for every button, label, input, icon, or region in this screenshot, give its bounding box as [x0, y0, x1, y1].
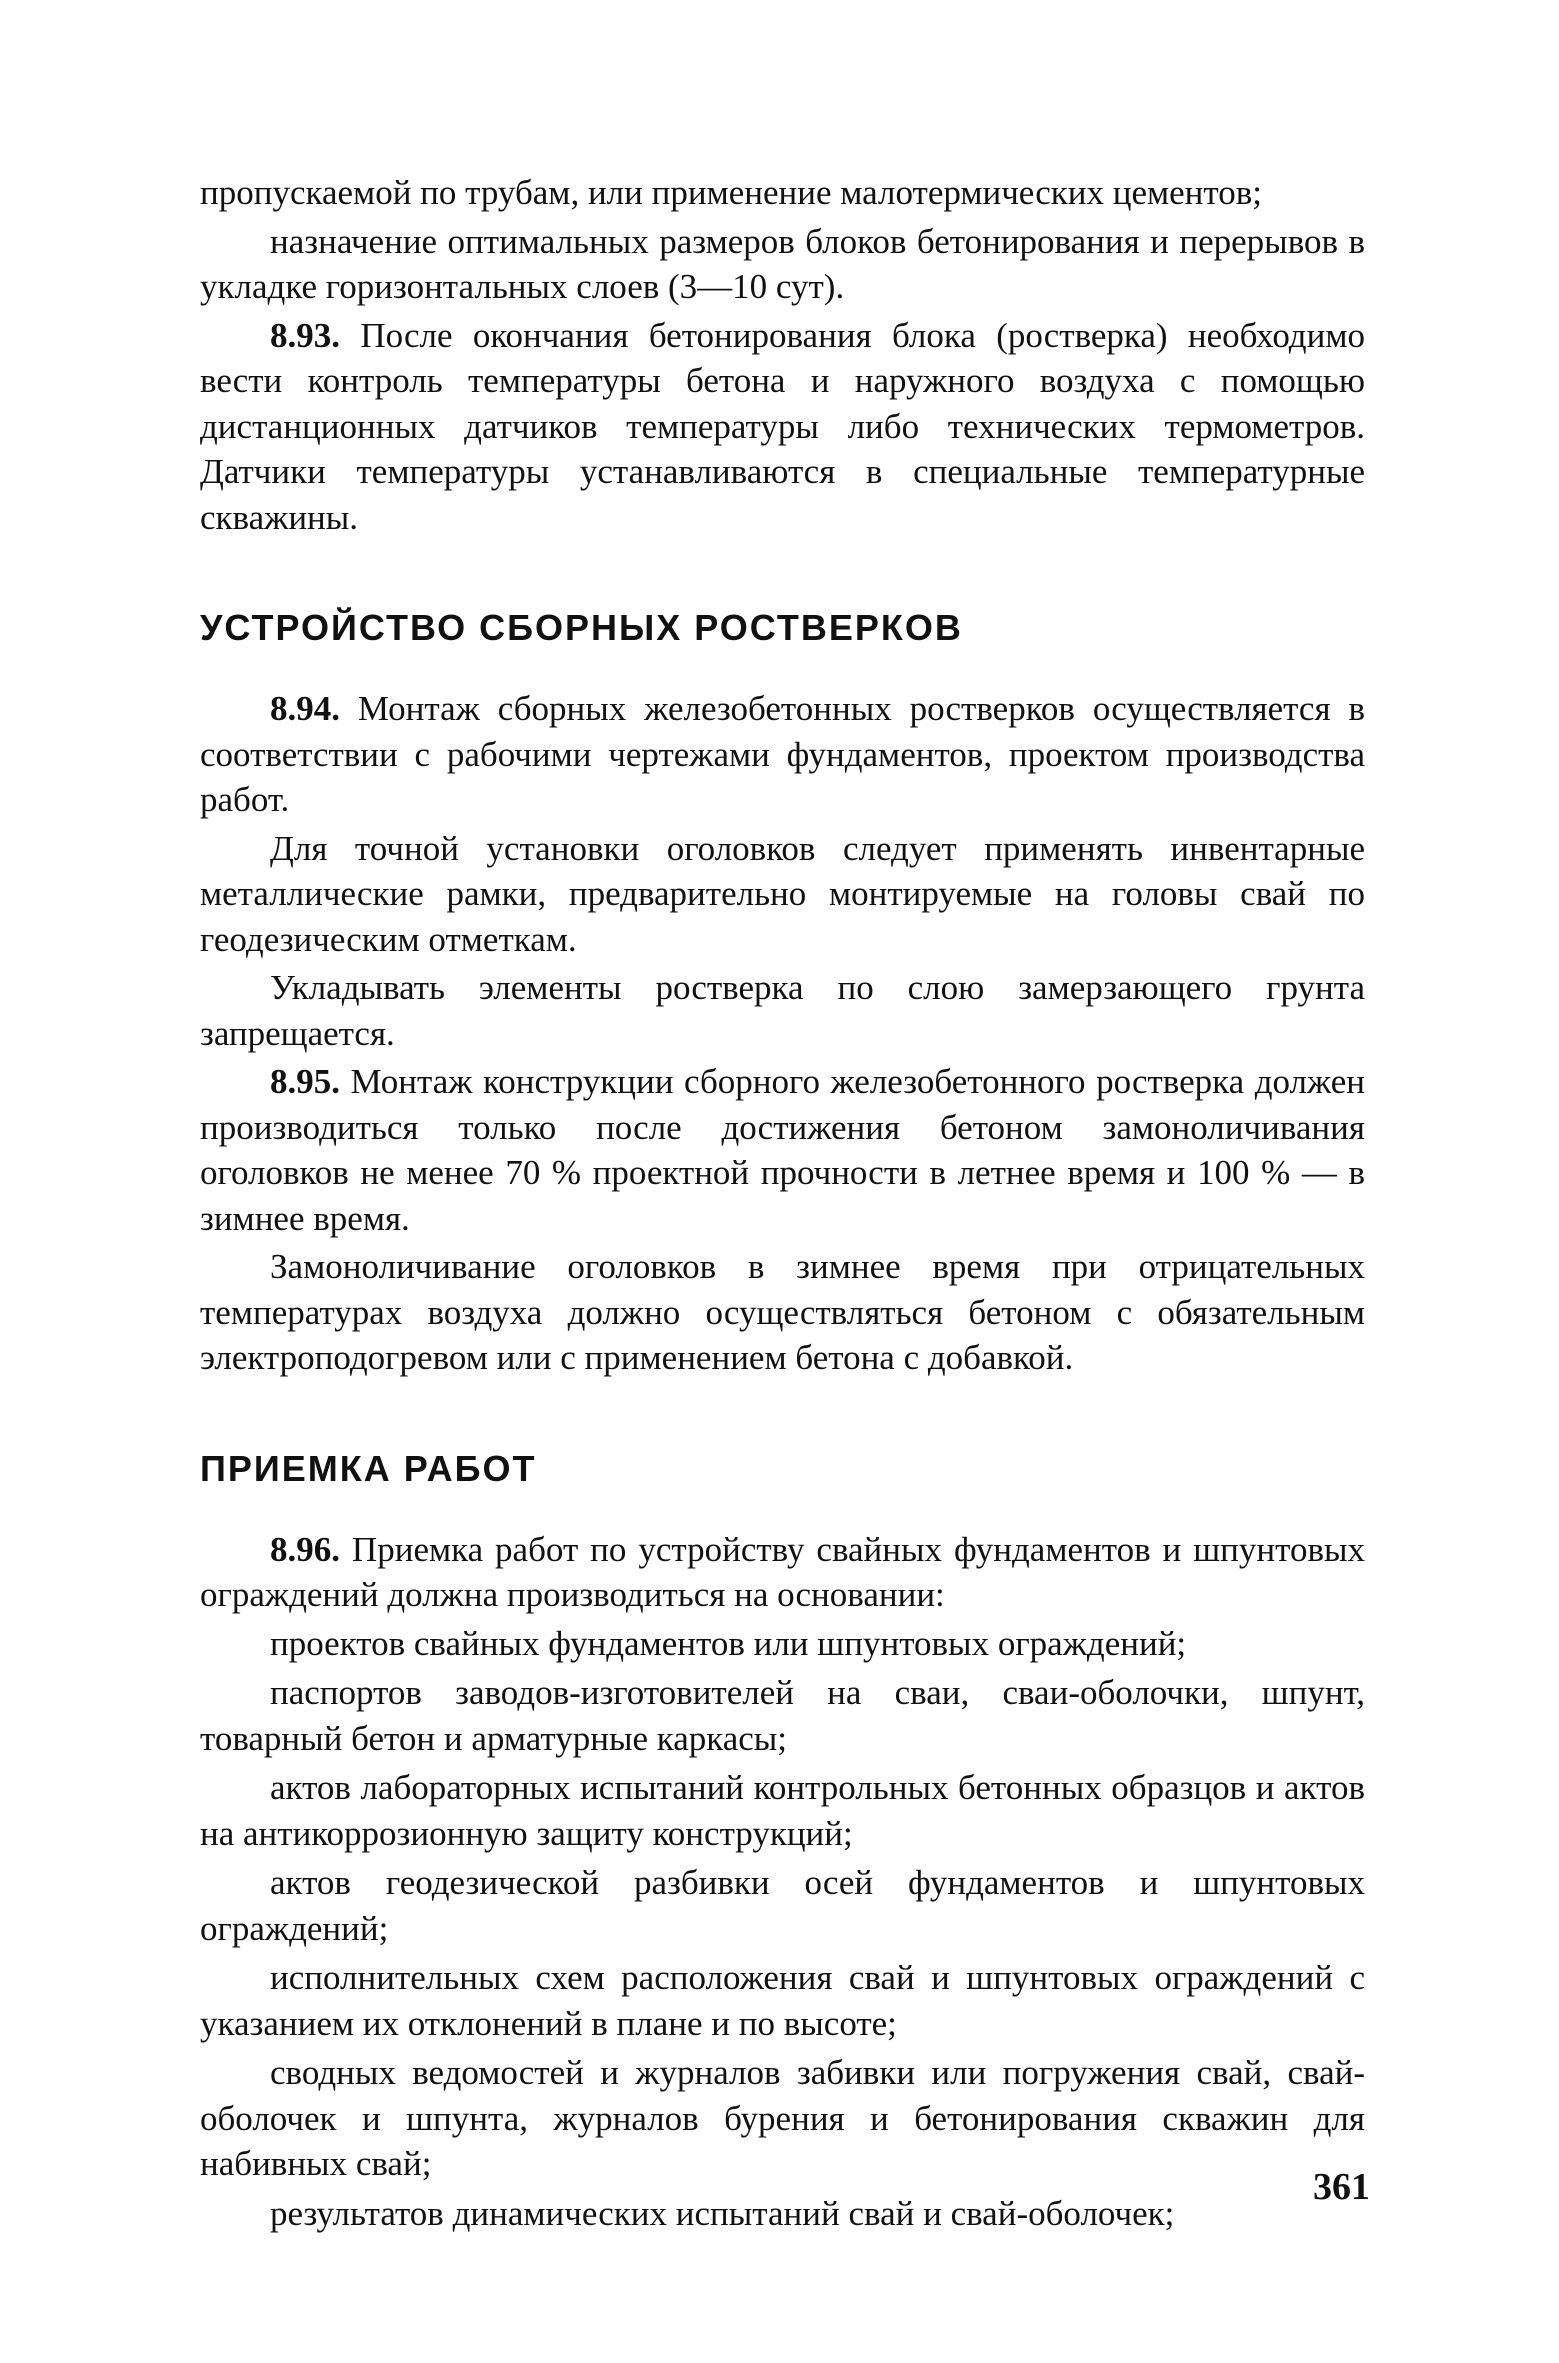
list-item: проектов свайных фундаментов или шпунтовых ограждений; — [270, 1623, 1187, 1663]
paragraph: Укладывать элементы ростверка по слою замерзающего грунта запрещается. — [200, 968, 1365, 1053]
page-number: 361 — [1313, 2166, 1370, 2208]
list-item: сводных ведомостей и журналов забивки или погружения свай, свай-оболочек и шпунта, журналов бурения и бетонирования скважин для набивных свай; — [200, 2053, 1365, 2183]
list-item: актов геодезической разбивки осей фундаментов и шпунтовых ограждений; — [200, 1863, 1365, 1948]
page-body — [200, 170, 1365, 2240]
paragraph-text: Монтаж конструкции сборного железобетонного ростверка должен производиться только после достижения бетоном замоноличивания оголовков не менее 70 % проектной прочности в летнее время и 100 % — в зимнее время. — [200, 1062, 1365, 1238]
list-item: паспортов заводов-изготовителей на сваи, сваи-оболочки, шпунт, товарный бетон и арматурные каркасы; — [200, 1673, 1365, 1758]
paragraph: назначение оптимальных размеров блоков бетонирования и перерывов в укладке горизонтальных слоев (3—10 сут). — [200, 221, 1365, 306]
list-item: исполнительных схем расположения свай и шпунтовых ограждений с указанием их отклонений в плане и по высоте; — [200, 1958, 1365, 2043]
list-item: актов лабораторных испытаний контрольных бетонных образцов и актов на антикоррозионную защиту конструкций; — [200, 1768, 1365, 1853]
paragraph-text: Монтаж сборных железобетонных ростверков осуществляется в соответствии с рабочими чертежами фундаментов, проектом производства работ. — [200, 689, 1365, 819]
section-heading-acceptance: ПРИЕМКА РАБОТ — [200, 1447, 537, 1489]
section-heading-precast-grillages: УСТРОЙСТВО СБОРНЫХ РОСТВЕРКОВ — [200, 607, 963, 648]
list-item: результатов динамических испытаний свай и свай-оболочек; — [270, 2193, 1175, 2233]
paragraph: Замоноличивание оголовков в зимнее время при отрицательных температурах воздуха должно осуществляться бетоном с обязательным электроподогревом или с применением бетона с добавкой. — [200, 1247, 1365, 1377]
paragraph-8-93 — [200, 313, 1365, 541]
paragraph-8-95 — [200, 1059, 1365, 1241]
paragraph-8-96 — [200, 1527, 1365, 1618]
paragraph-text: После окончания бетонирования блока (ростверка) необходимо вести контроль температуры бетона и наружного воздуха с помощью дистанционных датчиков температуры либо технических термометров. Датчики температуры устанавливаются в специальные температурные скважины. — [200, 315, 1365, 537]
paragraph: Для точной установки оголовков следует применять инвентарные металлические рамки, предварительно монтируемые на головы свай по геодезическим отметкам. — [200, 828, 1365, 959]
paragraph-8-94 — [200, 686, 1365, 823]
paragraph-number: 8.96. — [270, 1529, 340, 1569]
paragraph-continuation: пропускаемой по трубам, или применение малотермических цементов; — [200, 173, 1262, 212]
paragraph-number: 8.94. — [270, 689, 340, 728]
paragraph-number: 8.93. — [270, 315, 340, 355]
paragraph-number: 8.95. — [270, 1062, 340, 1101]
paragraph-text: Приемка работ по устройству свайных фундаментов и шпунтовых ограждений должна производиться на основании: — [200, 1529, 1365, 1614]
